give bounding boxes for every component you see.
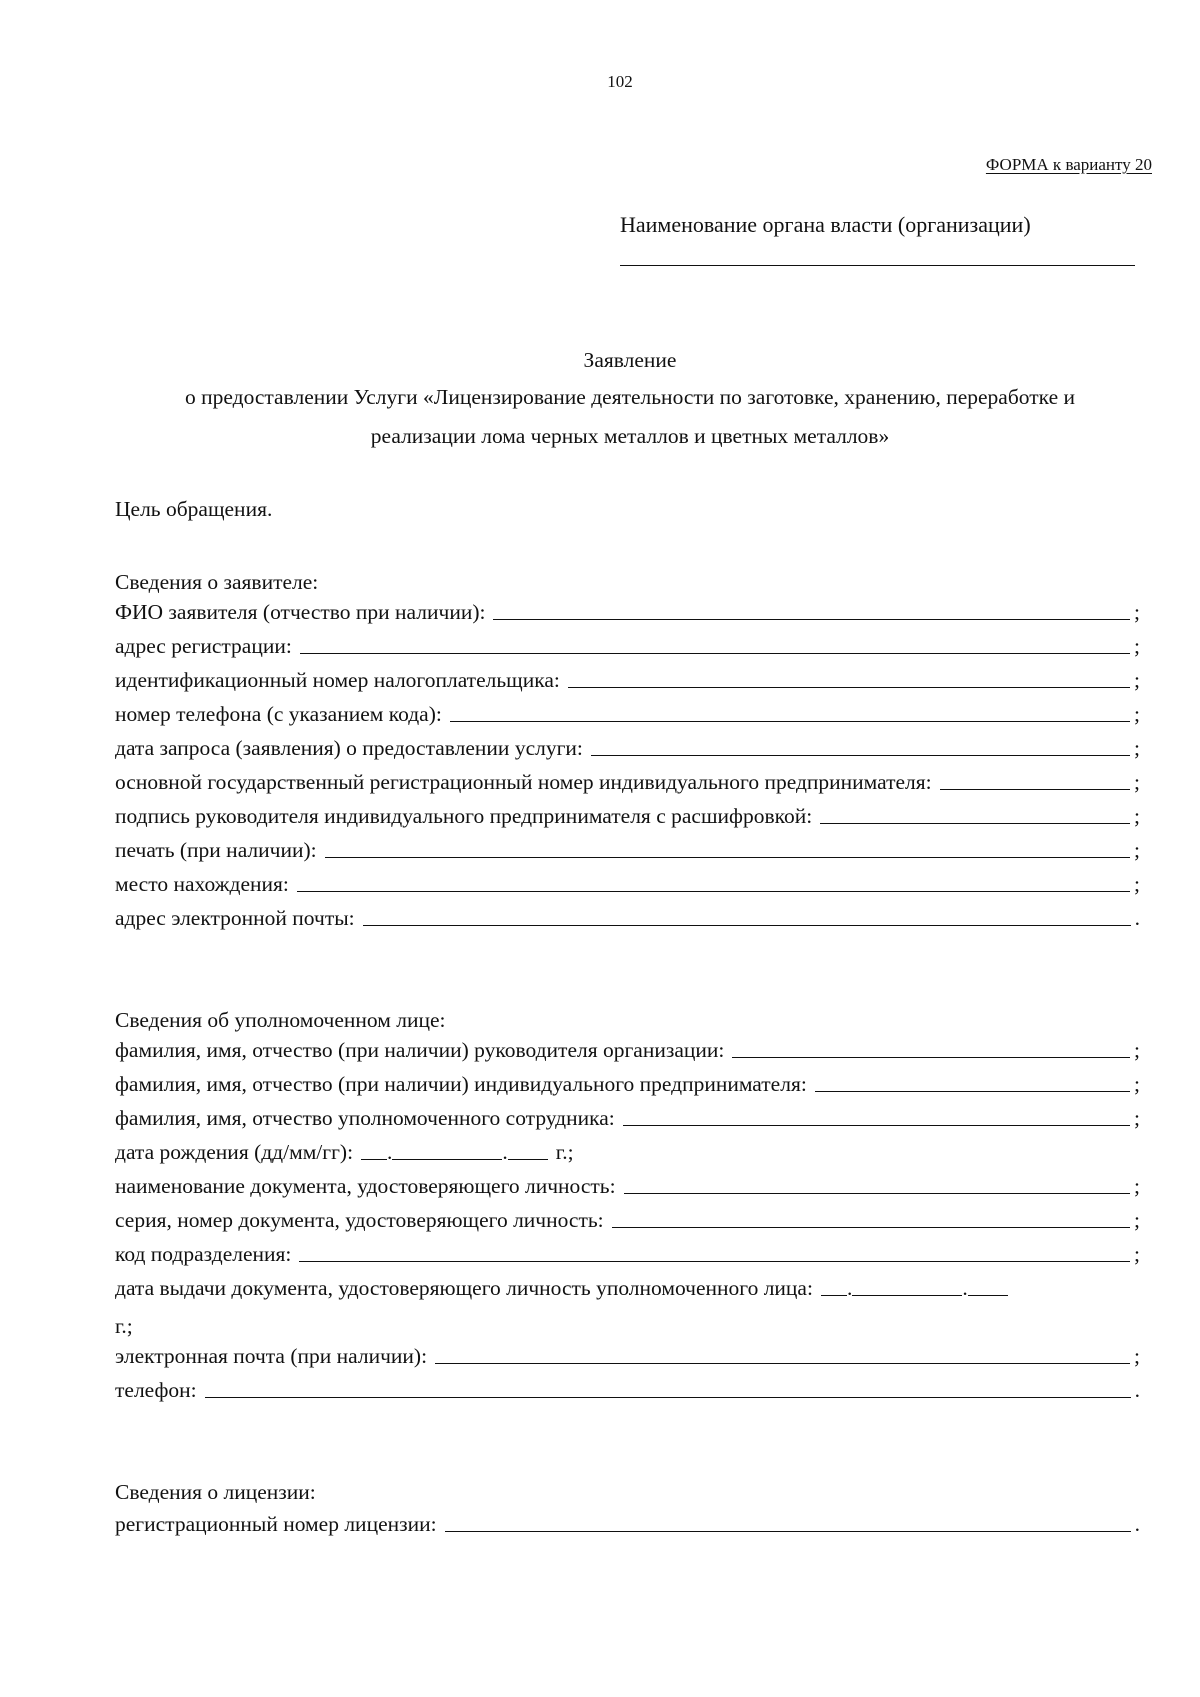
license-number-row	[115, 1508, 1140, 1538]
field-terminator: ;	[1134, 1072, 1140, 1096]
applicant-seal-field[interactable]	[325, 857, 1130, 858]
id-doc-name-row	[115, 1170, 1140, 1200]
birth-month-field[interactable]	[392, 1159, 502, 1160]
field-label: печать (при наличии):	[115, 838, 317, 862]
field-terminator: .	[1134, 1378, 1140, 1402]
field-terminator: ;	[1134, 804, 1140, 828]
applicant-email-field[interactable]	[363, 925, 1131, 926]
birth-date-row	[115, 1136, 1140, 1166]
applicant-ogrnip-row	[115, 766, 1140, 796]
field-label: идентификационный номер налогоплательщика:	[115, 668, 560, 692]
applicant-address-row	[115, 630, 1140, 660]
field-label: подпись руководителя индивидуального предпринимателя с расшифровкой:	[115, 804, 813, 828]
field-label: электронная почта (при наличии):	[115, 1344, 428, 1368]
applicant-location-row	[115, 868, 1140, 898]
entrepreneur-name-field[interactable]	[815, 1091, 1130, 1092]
field-label: дата запроса (заявления) о предоставлении услуги:	[115, 736, 583, 760]
rep-phone-row	[115, 1374, 1140, 1404]
field-terminator: ;	[1134, 1174, 1140, 1198]
rep-email-field[interactable]	[435, 1363, 1130, 1364]
field-terminator: ;	[1134, 1106, 1140, 1130]
field-label: ФИО заявителя (отчество при наличии):	[115, 600, 486, 624]
applicant-signature-row	[115, 800, 1140, 830]
field-label: серия, номер документа, удостоверяющего личность:	[115, 1208, 604, 1232]
field-label: номер телефона (с указанием кода):	[115, 702, 442, 726]
division-code-field[interactable]	[299, 1261, 1130, 1262]
applicant-fio-field[interactable]	[493, 619, 1130, 620]
authority-name-field[interactable]	[620, 265, 1135, 266]
org-head-name-row	[115, 1034, 1140, 1064]
id-doc-number-field[interactable]	[612, 1227, 1130, 1228]
document-title: Заявление	[583, 348, 677, 372]
field-label: основной государственный регистрационный номер индивидуального предпринимателя:	[115, 770, 932, 794]
date-suffix: г.;	[555, 1140, 574, 1164]
date-separator: .	[387, 1140, 393, 1164]
field-terminator: ;	[1134, 1344, 1140, 1368]
page-number: 102	[607, 72, 633, 91]
form-reference: ФОРМА к варианту 20	[985, 155, 1152, 174]
field-label: фамилия, имя, отчество (при наличии) индивидуального предпринимателя:	[115, 1072, 807, 1096]
field-label: фамилия, имя, отчество уполномоченного сотрудника:	[115, 1106, 615, 1130]
applicant-inn-row	[115, 664, 1140, 694]
field-label: место нахождения:	[115, 872, 289, 896]
field-terminator: ;	[1134, 736, 1140, 760]
issue-month-field[interactable]	[852, 1295, 962, 1296]
purpose-label: Цель обращения.	[115, 497, 273, 521]
authority-name-label: Наименование органа власти (организации)	[620, 212, 1031, 237]
applicant-location-field[interactable]	[297, 891, 1130, 892]
rep-phone-field[interactable]	[205, 1397, 1131, 1398]
id-doc-number-row	[115, 1204, 1140, 1234]
field-terminator: ;	[1134, 838, 1140, 862]
applicant-seal-row	[115, 834, 1140, 864]
issue-day-field[interactable]	[821, 1295, 847, 1296]
field-terminator: ;	[1134, 668, 1140, 692]
applicant-ogrnip-field[interactable]	[940, 789, 1130, 790]
applicant-inn-field[interactable]	[568, 687, 1130, 688]
field-terminator: .	[1134, 1512, 1140, 1536]
field-label: дата рождения (дд/мм/гг):	[115, 1140, 354, 1164]
date-separator: .	[846, 1276, 853, 1300]
date-suffix: г.;	[115, 1314, 133, 1338]
applicant-fio-row	[115, 596, 1140, 626]
field-label: телефон:	[115, 1378, 197, 1402]
field-terminator: ;	[1134, 1208, 1140, 1232]
field-label: адрес электронной почты:	[115, 906, 355, 930]
field-terminator: ;	[1134, 634, 1140, 658]
license-section-heading: Сведения о лицензии:	[115, 1480, 316, 1504]
applicant-request-date-field[interactable]	[591, 755, 1130, 756]
field-terminator: ;	[1134, 1038, 1140, 1062]
field-label: наименование документа, удостоверяющего личность:	[115, 1174, 616, 1198]
document-subtitle-line2: реализации лома черных металлов и цветных металлов»	[370, 424, 890, 448]
birth-day-field[interactable]	[361, 1159, 387, 1160]
applicant-address-field[interactable]	[300, 653, 1130, 654]
license-number-field[interactable]	[445, 1531, 1131, 1532]
field-terminator: ;	[1134, 770, 1140, 794]
division-code-row	[115, 1238, 1140, 1268]
date-separator: .	[502, 1140, 508, 1164]
field-label: фамилия, имя, отчество (при наличии) руководителя организации:	[115, 1038, 725, 1062]
field-label: дата выдачи документа, удостоверяющего личность уполномоченного лица:	[115, 1276, 813, 1300]
document-subtitle-line1: о предоставлении Услуги «Лицензирование деятельности по заготовке, хранению, переработке и	[184, 385, 1075, 409]
field-terminator: ;	[1134, 600, 1140, 624]
field-terminator: ;	[1134, 1242, 1140, 1266]
employee-name-field[interactable]	[623, 1125, 1130, 1126]
id-doc-name-field[interactable]	[624, 1193, 1130, 1194]
issue-year-field[interactable]	[968, 1295, 1008, 1296]
field-terminator: ;	[1134, 872, 1140, 896]
applicant-phone-field[interactable]	[450, 721, 1130, 722]
applicant-phone-row	[115, 698, 1140, 728]
field-terminator: ;	[1134, 702, 1140, 726]
field-label: код подразделения:	[115, 1242, 292, 1266]
applicant-signature-field[interactable]	[820, 823, 1130, 824]
rep-email-row	[115, 1340, 1140, 1370]
field-terminator: .	[1134, 906, 1140, 930]
representative-section-heading: Сведения об уполномоченном лице:	[115, 1008, 446, 1032]
org-head-name-field[interactable]	[732, 1057, 1130, 1058]
applicant-request-date-row	[115, 732, 1140, 762]
birth-year-field[interactable]	[508, 1159, 548, 1160]
applicant-section-heading: Сведения о заявителе:	[115, 570, 319, 594]
field-label: адрес регистрации:	[115, 634, 292, 658]
issue-date-row	[115, 1272, 1140, 1302]
date-separator: .	[962, 1276, 968, 1300]
field-label: регистрационный номер лицензии:	[115, 1512, 437, 1536]
applicant-email-row	[115, 902, 1140, 932]
employee-name-row	[115, 1102, 1140, 1132]
entrepreneur-name-row	[115, 1068, 1140, 1098]
